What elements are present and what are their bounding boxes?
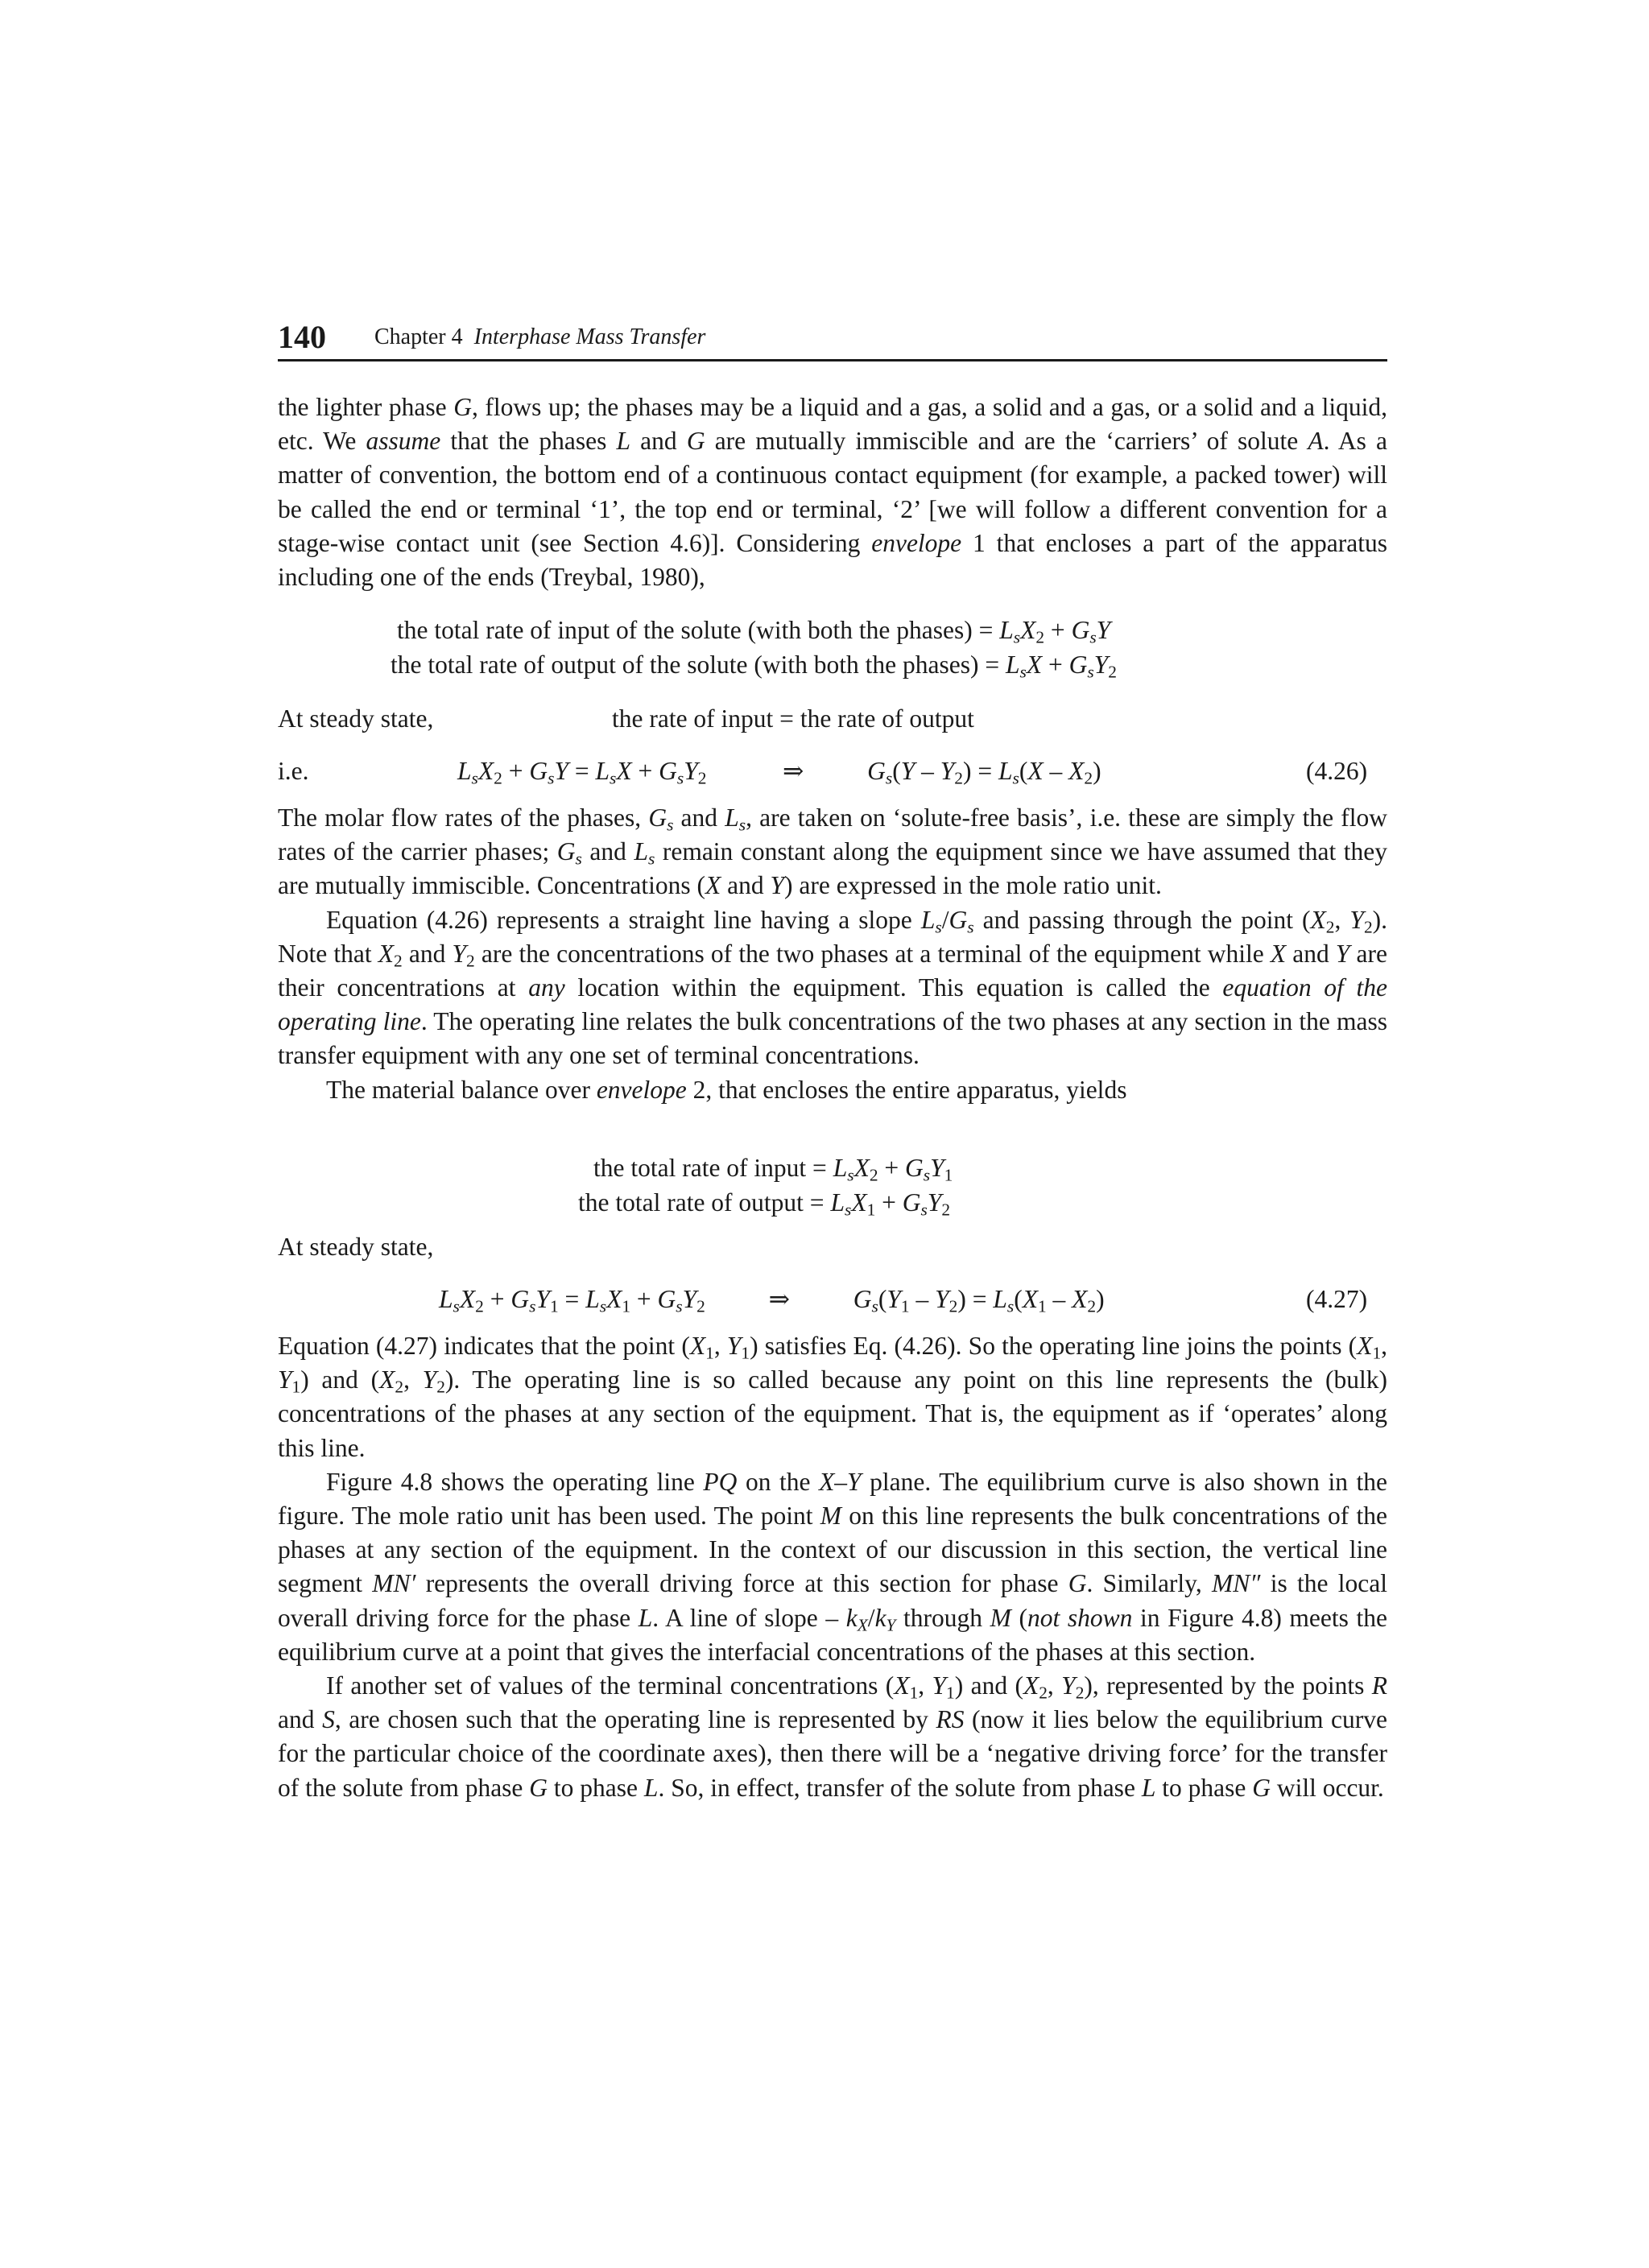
page-number: 140	[278, 319, 326, 355]
chapter-title: Interphase Mass Transfer	[473, 324, 706, 349]
equation-number-4-27: (4.27)	[1306, 1285, 1368, 1313]
steady-state-label-1: At steady state,	[278, 704, 434, 733]
equation-number-4-26: (4.26)	[1306, 757, 1368, 785]
equation-input-line: the total rate of input of the solute (with both the phases) = $L_sX_2 + G_sY$	[397, 616, 1111, 647]
equation-4-27: $L_sX_2 + G_sY_1 = L_sX_1 + G_sY_2$ ⇒ $G_s(Y_1 - Y_2) = L_s(X_1 - X_2)$	[439, 1285, 1105, 1316]
page-header	[278, 316, 1387, 361]
rate-balance-statement: the rate of input = the rate of output	[612, 704, 974, 733]
chapter-label: Chapter 4	[374, 324, 463, 349]
equation-output-line: the total rate of output of the solute (with both the phases) = $L_sX + G_sY_2$	[391, 651, 1117, 682]
equation-total-input: the total rate of input = $L_sX_2 + G_sY_1$	[593, 1154, 953, 1185]
paragraph-1: the lighter phase G, flows up; the phases may be a liquid and a gas, a solid and a gas, or a solid and a liquid, etc. We assume that the phases L and G are mutually immiscible and are the ‘carriers’ of solute A. As a matter of convention, the bottom end of a continuous contact equipment (for example, a packed tower) will be called the end or terminal ‘1’, the top end or terminal, ‘2’ [we will follow a different convention for a stage-wise contact unit (see Section 4.6)]. Considering envelope 1 that encloses a part of the apparatus including one of the ends (Treybal, 1980),	[278, 393, 1388, 592]
ie-label: i.e.	[278, 757, 309, 785]
steady-state-label-2: At steady state,	[278, 1233, 434, 1261]
paragraph-5-to-7: Equation (4.27) indicates that the point ($X_1$, $Y_1$) satisfies Eq. (4.26). So the operating line joins the points ($X_1$, $Y_1$) and ($X_2$, $Y_2$). The operating line is so called because any point on this line represents the (bulk) concentrations of the phases at any section of the equipment. That is, the equipment as if ‘operates’ along this line. Figure 4.8 shows the operating line PQ on the X–Y plane. The equilibrium curve is also shown in the figure. The mole ratio unit has been used. The point M on this line represents the bulk concentrations of the phases at any section of the equipment. In the context of our discussion in this section, the vertical line segment MN′ represents the overall driving force at this section for phase G. Similarly, MN″ is the local overall driving force for the phase L. A line of slope – $k_X/k_Y$ through M (not shown in Figure 4.8) meets the equilibrium curve at a point that gives the interfacial concentrations of the phases at this section. If another set of values of the terminal concentrations ($X_1$, $Y_1$) and ($X_2$, $Y_2$), represented by the points R and S, are chosen such that the operating line is represented by RS (now it lies below the equilibrium curve for the particular choice of the coordinate axes), then there will be a ‘negative driving force’ for the transfer of the solute from phase G to phase L. So, in effect, transfer of the solute from phase L to phase G will occur.	[278, 1332, 1388, 1802]
equation-4-26: $L_sX_2 + G_sY = L_sX + G_sY_2$ ⇒ $G_s(Y - Y_2) = L_s(X - X_2)$	[457, 757, 1101, 788]
running-head	[374, 324, 705, 351]
paragraph-2: The molar flow rates of the phases, $G_s$ and $L_s$, are taken on ‘solute-free basis’, i.e. these are simply the flow rates of the carrier phases; $G_s$ and $L_s$ remain constant along the equipment since we have assumed that they are mutually immiscible. Concentrations (X and Y) are expressed in the mole ratio unit. Equation (4.26) represents a straight line having a slope $L_s/G_s$ and passing through the point ($X_2$, $Y_2$). Note that $X_2$ and $Y_2$ are the concentrations of the two phases at a terminal of the equipment while X and Y are their concentrations at any location within the equipment. This equation is called the equation of the operating line. The operating line relates the bulk concentrations of the two phases at any section in the mass transfer equipment with any one set of terminal concentrations. The material balance over envelope 2, that encloses the entire apparatus, yields	[278, 804, 1388, 1104]
equation-total-output: the total rate of output = $L_sX_1 + G_sY_2$	[578, 1188, 951, 1220]
